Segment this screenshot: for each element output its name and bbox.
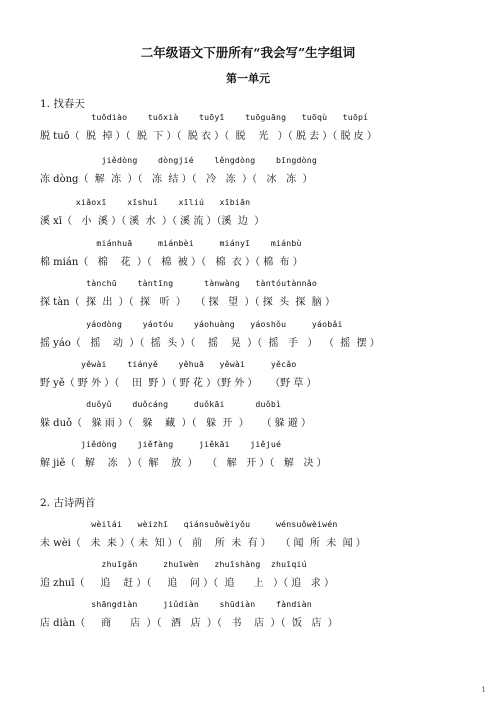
pinyin-line: jiědòng dòngjié lěngdòng bīngdòng — [40, 155, 317, 165]
word-line: 溪 xī（ 小 溪 ）（ 溪 水 ）（ 溪 流 ）（溪 边 ） — [40, 216, 265, 227]
pinyin-line: shāngdiàn jiǔdiàn shūdiàn fàndiàn — [40, 599, 312, 609]
word-line: 追 zhuī（ 追 赶 ）（ 追 问 ）（ 追 上 ）（ 追 求 ） — [40, 578, 334, 589]
unit-heading: 第一单元 — [226, 72, 270, 85]
pinyin-line: yáodòng yáotóu yáohuàng yáoshǒu yáobǎi — [40, 319, 343, 329]
pinyin-line: wèilái wèizhī qiánsuǒwèiyǒu wénsuǒwèiwén — [40, 519, 338, 529]
section-heading: 2. 古诗两首 — [40, 497, 96, 509]
pinyin-line: zhuīgǎn zhuīwèn zhuīshàng zhuīqiú — [40, 559, 307, 569]
pinyin-line: tuōdiào tuōxià tuōyī tuōguāng tuōqù tuōpí — [40, 112, 369, 122]
word-line: 探 tàn（ 探 出 ）（ 探 听 ） （ 探 望 ）（ 探 头 探 脑 ） — [40, 297, 335, 308]
page-number: 1 — [481, 686, 486, 694]
word-line: 店 diàn（ 商 店 ）（ 酒 店 ）（ 书 店 ）（ 饭 店 ） — [40, 618, 338, 629]
pinyin-line: yěwài tiányě yěhuā yěwài yěcǎo — [40, 359, 297, 369]
word-line: 脱 tuō（ 脱 掉 ）（ 脱 下 ）（ 脱 衣 ）（ 脱 光 ）（ 脱 去 ）（ 脱 皮 ） — [40, 131, 377, 142]
pinyin-line: tànchū tàntīng tànwàng tàntóutànnǎo — [40, 278, 317, 288]
word-line: 棉 mián（ 棉 花 ）（ 棉 被 ）（ 棉 衣 ）（ 棉 布 ） — [40, 257, 303, 268]
word-line: 未 wèi（ 未 来 ）（ 未 知 ）（ 前 所 未 有 ） （ 闻 所 未 闻 ） — [40, 538, 366, 549]
pinyin-line: jiědòng jiěfàng jiěkāi jiějué — [40, 439, 282, 449]
word-line: 野 yě（ 野 外 ）（ 田 野 ）（ 野 花 ）（野 外 ） （野 草 ） — [40, 378, 317, 389]
word-line: 摇 yáo（ 摇 动 ）（ 摇 头 ）（ 摇 晃 ）（ 摇 手 ） （ 摇 摆 ） — [40, 338, 380, 349]
word-line: 解 jiě（ 解 冻 ）（ 解 放 ） （ 解 开 ）（ 解 决 ） — [40, 458, 327, 469]
word-line: 躲 duǒ（ 躲 雨 ）（ 躲 藏 ）（ 躲 开 ） （ 躲 避 ） — [40, 418, 312, 429]
section-heading: 1. 找春天 — [40, 98, 85, 110]
pinyin-line: miánhuā miánbèi miányī miánbù — [40, 238, 302, 248]
document-title: 二年级语文下册所有“我会写”生字组词 — [140, 45, 356, 60]
pinyin-line: duǒyǔ duǒcáng duǒkāi duǒbì — [40, 399, 282, 409]
word-line: 冻 dòng（ 解 冻 ）（ 冻 结 ）（ 冷 冻 ）（ 冰 冻 ） — [40, 174, 313, 185]
pinyin-line: xiǎoxī xīshuǐ xīliú xībiān — [40, 197, 251, 207]
